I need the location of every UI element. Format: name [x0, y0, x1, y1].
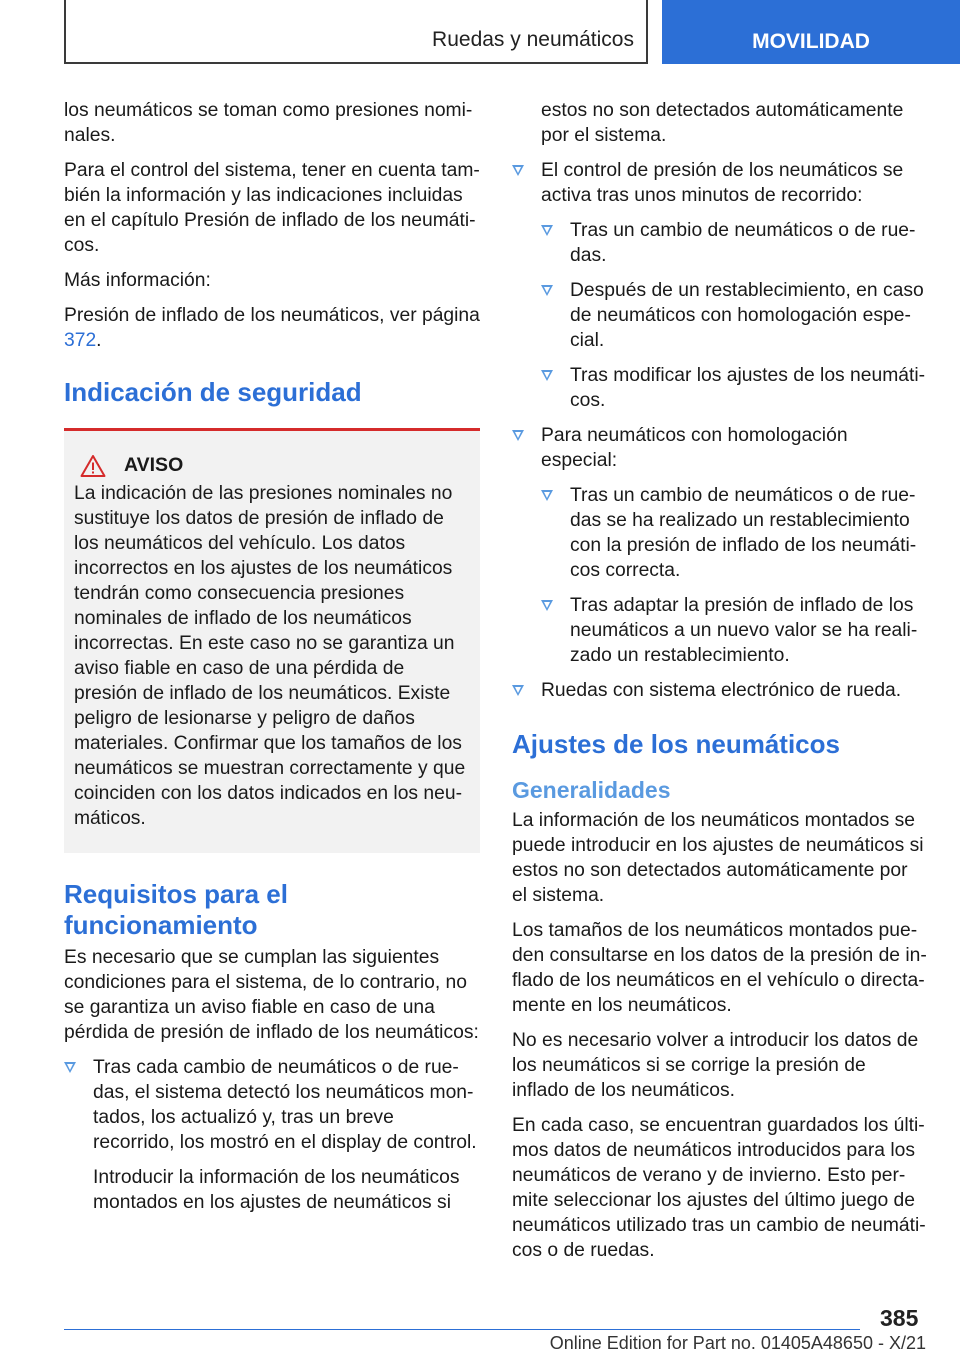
- requirements-list-cont: [512, 158, 927, 703]
- bullet-triangle-icon: [512, 165, 524, 176]
- page-number: 385: [880, 1305, 919, 1331]
- heading-security: Indicación de seguridad: [64, 377, 362, 407]
- heading-tire-settings: Ajustes de los neumáticos: [512, 729, 840, 759]
- paragraph: La información de los neumáticos montados se puede introducir en los ajustes de neumáticos si estos no son detectados automáticamente por el sistema.: [512, 810, 924, 906]
- list-item: [512, 678, 927, 703]
- paragraph: Más información:: [64, 270, 211, 291]
- chapter-tab[interactable]: MOVILIDAD: [662, 0, 960, 64]
- sub-list-item-text: Tras adaptar la presión de inflado de los neumáticos a un nuevo valor se ha realizado un restablecimiento.: [570, 595, 918, 666]
- bullet-triangle-icon: [512, 430, 524, 441]
- sub-list-item: [541, 278, 927, 353]
- sub-list-item-text: Después de un restablecimiento, en caso de neumáticos con homologación especial.: [570, 280, 924, 351]
- sub-list-item: [541, 363, 927, 413]
- bullet-triangle-icon: [512, 685, 524, 696]
- paragraph: Los tamaños de los neumáticos montados pueden consultarse en los datos de la presión de inflado de los neumáticos en el vehículo o directamente en los neumáticos.: [512, 920, 927, 1016]
- sub-list: [541, 218, 927, 413]
- list-item-text: Tras cada cambio de neumáticos o de ruedas, el sistema detectó los neumáticos montados, los actualizó y, tras un breve recorrido, los mostró en el display de control.: [93, 1057, 477, 1153]
- sub-list-item: [541, 593, 927, 668]
- heading-requirements: Requisitos para el funcionamiento: [64, 879, 288, 940]
- paragraph: No es necesario volver a introducir los datos de los neumáticos si se corrige la presión de inflado de los neumáticos.: [512, 1030, 919, 1101]
- sub-list-item-text: Tras modificar los ajustes de los neumáticos.: [570, 365, 926, 411]
- warning-label: AVISO: [124, 454, 184, 476]
- bullet-triangle-icon: [64, 1062, 76, 1073]
- paragraph: En cada caso, se encuentran guardados los últimos datos de neumáticos introducidos para los neumáticos de verano y de invierno. Esto permite seleccionar los ajustes del último juego de neumáticos utilizado tras un cambio de neumáticos o de ruedas.: [512, 1115, 926, 1261]
- section-title: Ruedas y neumáticos: [432, 28, 634, 51]
- list-item: [64, 1055, 480, 1215]
- list-item-text: Ruedas con sistema electrónico de rueda.: [541, 680, 902, 701]
- paragraph-reference: [64, 303, 480, 353]
- requirements-list: [64, 1055, 480, 1215]
- paragraph: Para el control del sistema, tener en cuenta también la información y las indicaciones incluidas en el capítulo Presión de inflado de los neumáticos.: [64, 160, 480, 256]
- warning-header: [74, 453, 470, 478]
- list-item: [512, 158, 927, 413]
- page-link[interactable]: 372: [64, 330, 97, 351]
- warning-text: La indicación de las presiones nominales no sustituye los datos de presión de inflado de los neumáticos del vehículo. Los datos incorrectos en los ajustes de los neumáticos tendrán como consecuencia presiones nominales de inflado de los neumáticos incorrectas. En este caso no se garantiza un aviso fiable en caso de una pérdida de presión de inflado de los neumáticos. Existe peligro de lesionarse y peligro de daños materiales. Confirmar que los tamaños de los neumáticos se muestran correctamente y que coinciden con los datos indicados en los neumáticos.: [74, 483, 466, 829]
- bullet-triangle-icon: [541, 370, 553, 381]
- paragraph: Es necesario que se cumplan las siguientes condiciones para el sistema, de lo contrario, no se garantiza un aviso fiable en caso de una pérdida de presión de inflado de los neumáticos:: [64, 947, 479, 1043]
- list-item-text: El control de presión de los neumáticos se activa tras unos minutos de recorrido:: [541, 160, 904, 206]
- bullet-triangle-icon: [541, 285, 553, 296]
- sub-list-item: [541, 218, 927, 268]
- list-item-continuation: Introducir la información de los neumáticos montados en los ajustes de neumáticos si: [93, 1167, 460, 1213]
- list-item-text: Para neumáticos con homologación especial:: [541, 425, 848, 471]
- bullet-triangle-icon: [541, 490, 553, 501]
- list-item: [512, 423, 927, 668]
- header-title-box: [64, 0, 648, 64]
- reference-end: .: [96, 330, 102, 351]
- sub-list-item: [541, 483, 927, 583]
- warning-box: [64, 428, 480, 853]
- list-item-continuation: estos no son detectados automáticamente por el sistema.: [541, 100, 904, 146]
- warning-icon: [80, 454, 106, 478]
- footer-divider: [64, 1329, 860, 1330]
- sub-list: [541, 483, 927, 668]
- bullet-triangle-icon: [541, 600, 553, 611]
- sub-list-item-text: Tras un cambio de neumáticos o de ruedas.: [570, 220, 916, 266]
- right-column: [512, 98, 927, 1273]
- subheading-general: Generalidades: [512, 777, 671, 803]
- paragraph: los neumáticos se toman como presiones nominales.: [64, 100, 473, 146]
- reference-text: Presión de inflado de los neumáticos, ver página: [64, 305, 480, 326]
- footer-edition: Online Edition for Part no. 01405A48650 - X/21: [549, 1333, 926, 1353]
- bullet-triangle-icon: [541, 225, 553, 236]
- sub-list-item-text: Tras un cambio de neumáticos o de ruedas se ha realizado un restablecimiento con la presión de inflado de los neumáticos correcta.: [570, 485, 917, 581]
- left-column: [64, 98, 480, 1225]
